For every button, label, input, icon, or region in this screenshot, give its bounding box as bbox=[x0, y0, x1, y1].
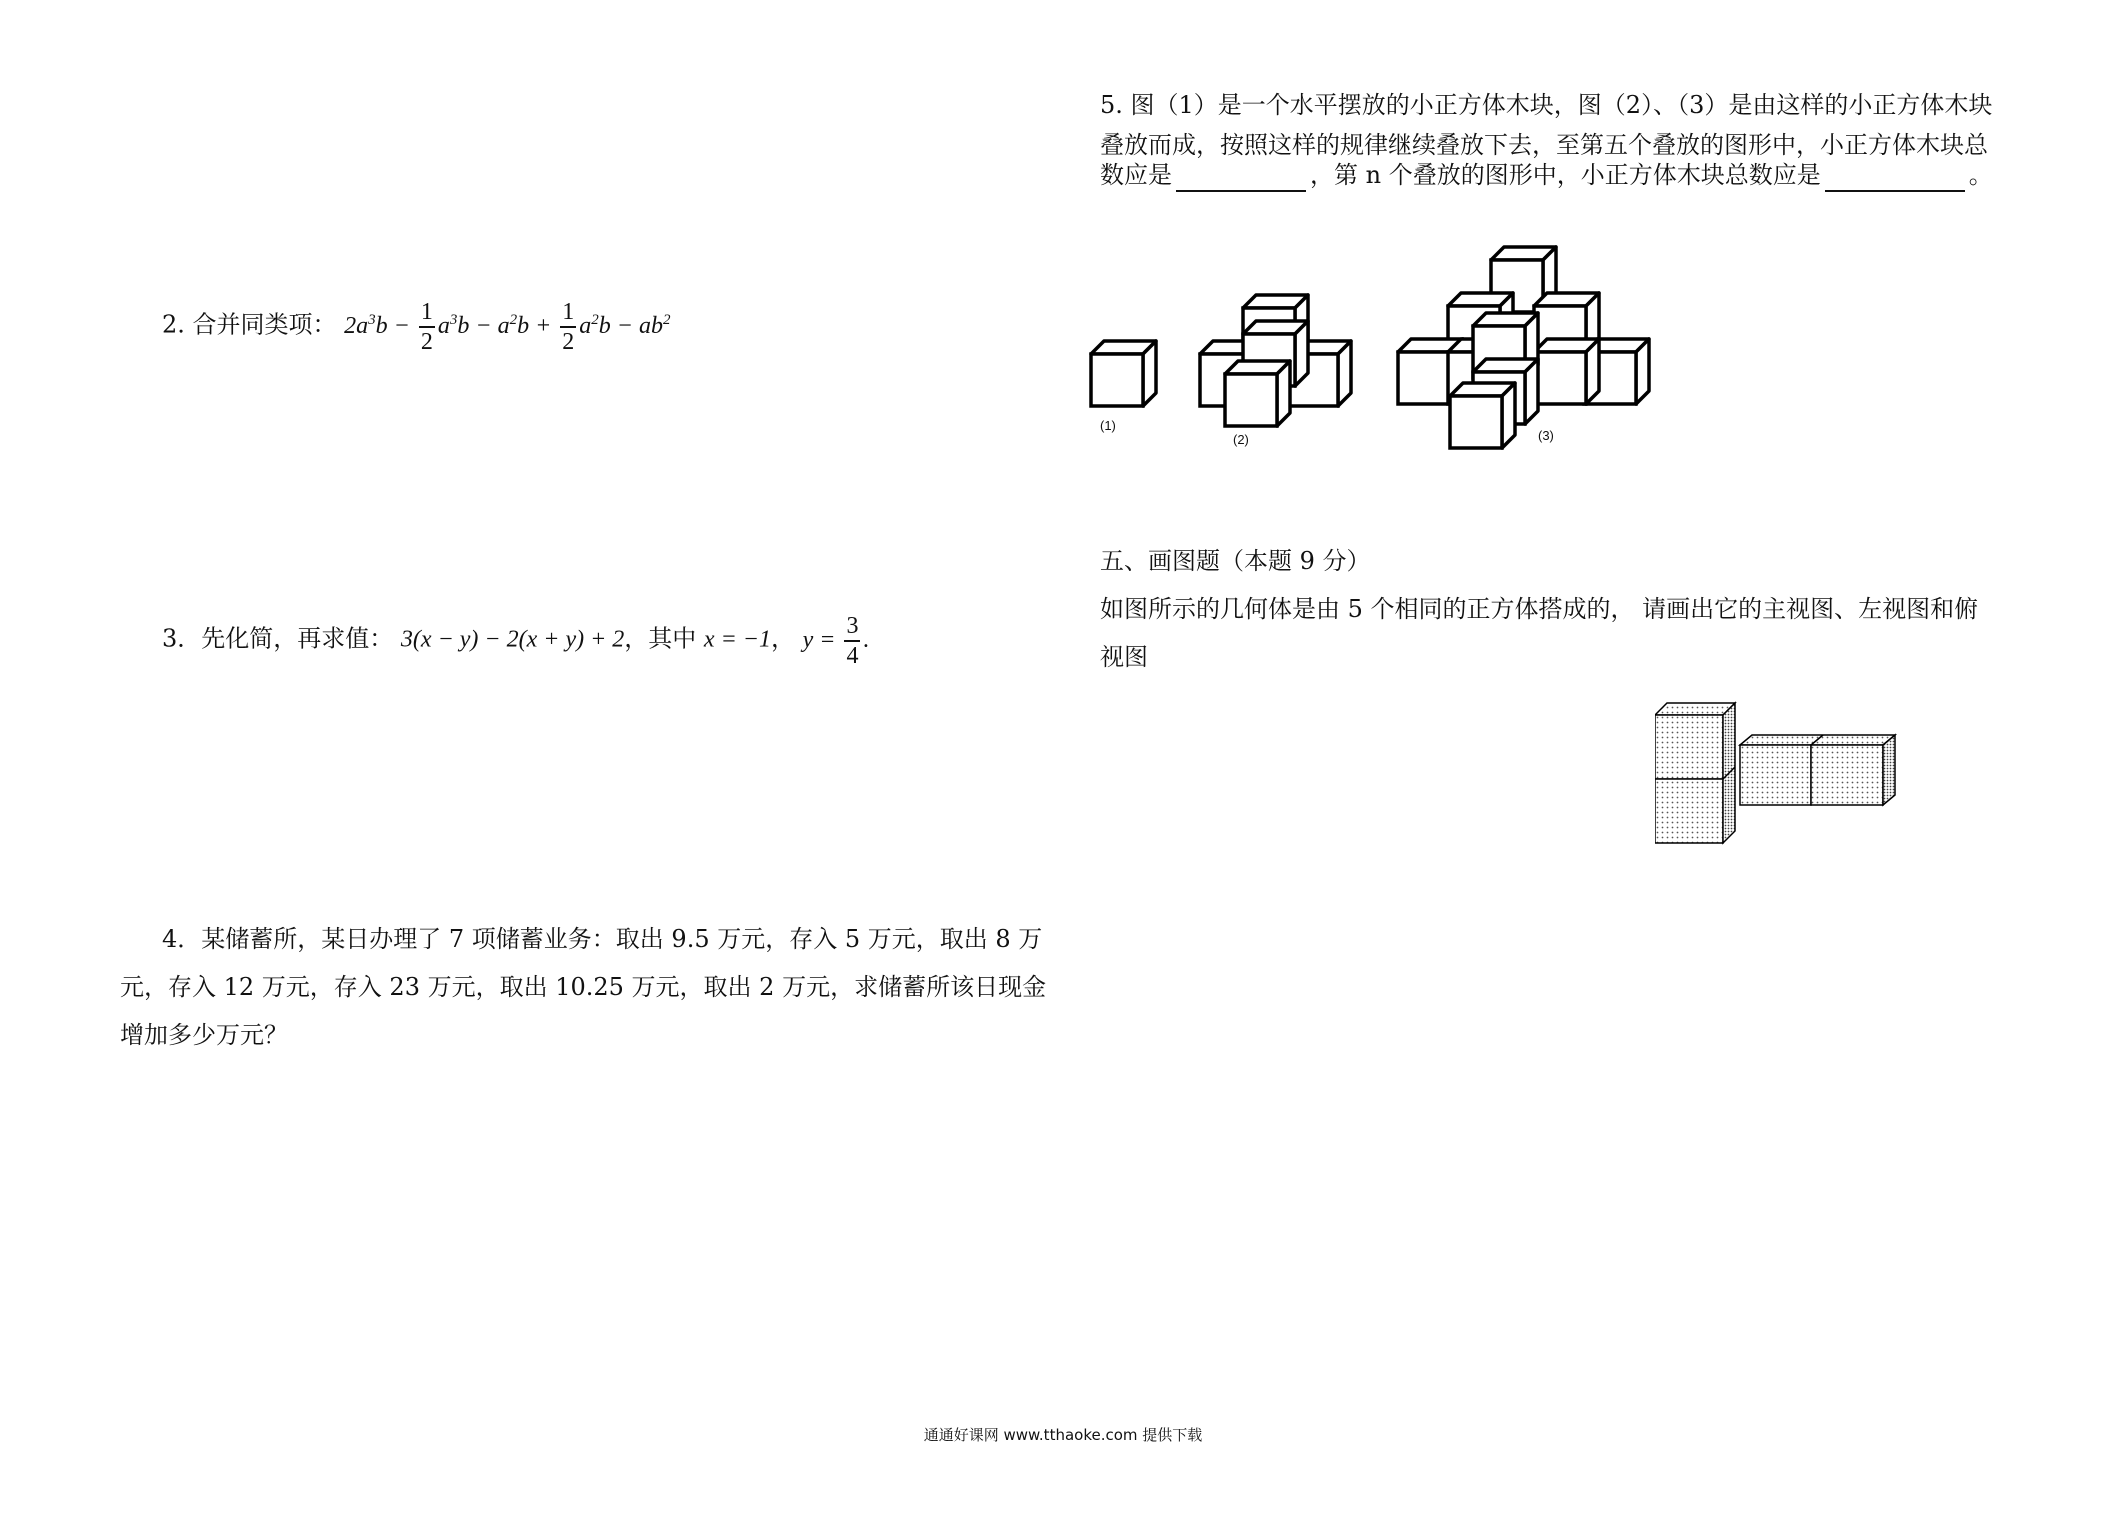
answer-blank-fifth-figure[interactable] bbox=[1176, 166, 1306, 192]
question-4-line-3: 增加多少万元？ bbox=[120, 1021, 288, 1049]
fraction-half-1: $\frac{1}{2}$ bbox=[420, 299, 433, 355]
figure-2-caption: (2) bbox=[1233, 432, 1249, 447]
figure-2 bbox=[1200, 295, 1351, 426]
question-2-label: 2. 合并同类项： bbox=[162, 310, 337, 339]
question-4-line-2: 元，存入 12 万元，存入 23 万元，取出 10.25 万元，取出 2 万元，求储蓄所该日现金 bbox=[120, 973, 1047, 1001]
question-5-line-1: 5. 图（1）是一个水平摆放的小正方体木块，图（2）、（3）是由这样的小正方体木块 bbox=[1100, 91, 1993, 119]
question-4-line-1: 4．某储蓄所，某日办理了 7 项储蓄业务：取出 9.5 万元，存入 5 万元，取出 8 万 bbox=[162, 925, 1043, 953]
question-3-label: 3．先化简，再求值： bbox=[162, 624, 394, 653]
answer-blank-nth-figure[interactable] bbox=[1825, 166, 1965, 192]
footer-credit: 通通好课网 www.tthaoke.com 提供下载 bbox=[923, 1426, 1203, 1444]
figure-3 bbox=[1398, 247, 1649, 448]
figure-1-cube bbox=[1091, 341, 1156, 406]
figure-1-caption: (1) bbox=[1100, 418, 1116, 433]
question-3-expression: 3(x − y) − 2(x + y) + 2 bbox=[400, 626, 625, 653]
section-5-line-2: 视图 bbox=[1100, 643, 1148, 671]
question-2 bbox=[162, 298, 670, 356]
five-cube-solid bbox=[1655, 695, 1905, 855]
fraction-three-quarters: $\frac{3}{4}$ bbox=[846, 613, 859, 669]
section-5-line-1: 如图所示的几何体是由 5 个相同的正方体搭成的， 请画出它的主视图、左视图和俯 bbox=[1100, 595, 1979, 623]
cube-stacking-figures bbox=[1080, 230, 1680, 460]
section-5-title: 五、画图题（本题 9 分） bbox=[1100, 547, 1371, 575]
figure-3-caption: (3) bbox=[1538, 428, 1554, 443]
question-3: 3．先化简，再求值： 3(x − y) − 2(x + y) + 2，其中 x = −1， y = $\frac{3}{4}$ . bbox=[162, 613, 870, 669]
question-3-where: ，其中 bbox=[624, 624, 697, 653]
question-5-line-3: 数应是 ，第 n 个叠放的图形中，小正方体木块总数应是 。 bbox=[1100, 158, 1993, 192]
question-3-condition-y: y = $\frac{3}{4}$ . bbox=[802, 613, 870, 669]
question-2-expression: $2a^3b$ − $\frac{1}{2}$ $a^3b - a^2b$ + $\frac{1}{2}$ $a^2b - ab^2$ bbox=[344, 299, 671, 355]
fraction-half-2: $\frac{1}{2}$ bbox=[562, 299, 575, 355]
question-3-condition-x: x = −1 bbox=[703, 626, 771, 653]
question-5-line-2: 叠放而成，按照这样的规律继续叠放下去，至第五个叠放的图形中，小正方体木块总 bbox=[1100, 131, 1988, 159]
